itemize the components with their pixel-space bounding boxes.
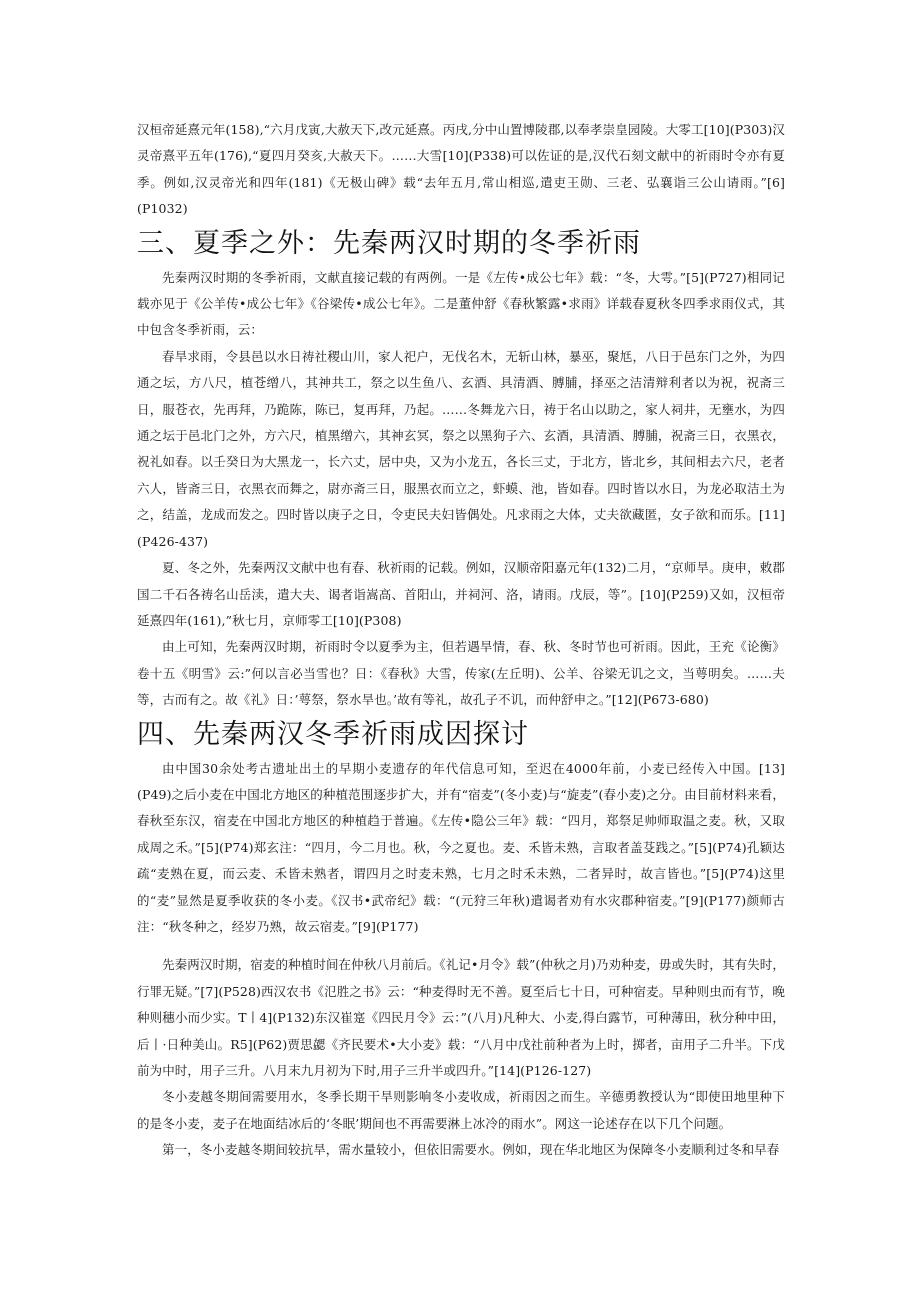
paragraph-han-huandi: 汉桓帝延熹元年(158),“六月戊寅,大赦天下,改元延熹。丙戌,分中山置博陵郡,以奉孝崇皇园陵。大零工[10](P303)汉灵帝熹平五年(176),“夏四月癸亥,大赦天下。……大雪[10](P338)可以佐证的是,汉代石刻文献中的祈雨时令亦有夏季。例如,汉灵帝光和四年(181)《无极山碑》载“去年五月,常山相巡,遣吏王勋、三老、弘襄诣三公山请雨。”[6](P1032) bbox=[137, 122, 785, 217]
section-heading-3: 三、夏季之外：先秦两汉时期的冬季祈雨 bbox=[137, 227, 641, 259]
paragraph-gap bbox=[137, 940, 785, 952]
paragraph-conclusion: 由上可知，先秦两汉时期，祈雨时令以夏季为主，但若遇旱情，春、秋、冬时节也可祈雨。因此，王充《论衡》卷十五《明雪》云:”何以言必当雪也？日：《春秋》大雪，传家(左丘明)、公羊、谷梁无讥之文，当萼明矣。……夫等，古而有之。故《礼》日：’萼祭，祭水旱也。’故有等礼，故孔子不讥，而仲舒申之。”[12](P673-680) bbox=[137, 639, 785, 708]
document-body bbox=[137, 117, 785, 1164]
paragraph-spring-autumn: 夏、冬之外，先秦两汉文献中也有春、秋祈雨的记载。例如，汉顺帝阳嘉元年(132)二月，“京师旱。庚申，敕郡国二千石各祷名山岳渎，遣大夫、谒者诣嵩高、首阳山，并祠河、洛，请雨。戊辰，等”。[10](P259)又如，汉桓帝延熹四年(161),”秋七月，京师零工[10](P308) bbox=[137, 560, 785, 628]
paragraph-first-point: 第一，冬小麦越冬期间较抗旱，需水量较小，但依旧需要水。例如，现在华北地区为保障冬小麦顺利过冬和早春 bbox=[162, 1142, 780, 1158]
paragraph-winter-prayer: 先秦两汉时期的冬季祈雨，文献直接记载的有两例。一是《左传•成公七年》载：“冬，大雩。”[5](P727)相同记载亦见于《公羊传•成公七年》《谷梁传•成公七年》。二是董仲舒《春秋繁露•求雨》详载春夏秋冬四季求雨仪式，其中包含冬季祈雨，云： bbox=[137, 269, 785, 338]
paragraph-wheat-origin: 由中国30余处考古遗址出土的早期小麦遗存的年代信息可知，至迟在4000年前，小麦已经传入中国。[13](P49)之后小麦在中国北方地区的种植范围逐步扩大，并有“宿麦”(冬小麦)与“旋麦”(春小麦)之分。由目前材料来看，春秋至东汉，宿麦在中国北方地区的种植趋于普遍。《左传•隐公三年》载：“四月，郑祭足帅师取温之麦。秋，又取成周之禾。”[5](P74)郑玄注：“四月，今二月也。秋，今之夏也。麦、禾皆未熟，言取者盖芟践之。”[5](P74)孔颖达疏“麦熟在夏，而云麦、禾皆未熟者，谓四月之时麦未熟，七月之时禾未熟，二者异时，故言皆也。”[5](P74)这里的“麦”显然是夏季收获的冬小麦。《汉书•武帝纪》载：“(元狩三年秋)遣谒者劝有水灾郡种宿麦。”[9](P177)颜师古注：“秋冬种之，经岁乃熟，故云宿麦。”[9](P177) bbox=[137, 760, 785, 934]
section-heading-4: 四、先秦两汉冬季祈雨成因探讨 bbox=[137, 718, 529, 750]
paragraph-water-need: 冬小麦越冬期间需要用水，冬季长期干旱则影响冬小麦收成，祈雨因之而生。辛德勇教授认为“即使田地里种下的是冬小麦，麦子在地面结冰后的‘冬眠’期间也不再需要淋上冰冷的雨水”。网这一论述存在以下几个问题。 bbox=[137, 1089, 785, 1131]
block-quote-qiuyu: 春旱求雨，令县邑以水日祷社稷山川，家人祀户，无伐名木，无斩山林，暴巫，聚尪，八日于邑东门之外，为四通之坛，方八尺，植苍缯八，其神共工，祭之以生鱼八、玄酒、具清酒、膊脯，择巫之洁清辩利者以为祝，祝斋三日，服苍衣，先再拜，乃跪陈，陈已，复再拜，乃起。……冬舞龙六日，祷于名山以助之，家人祠井，无壅水，为四通之坛于邑北门之外，方六尺，植黑缯六，其神玄冥，祭之以黑狗子六、玄酒，具清酒、膊脯，祝斋三日，衣黑衣，祝礼如春。以壬癸日为大黑龙一，长六丈，居中央，又为小龙五，各长三丈，于北方，皆北乡，其间相去六尺，老者六人，皆斋三日，衣黑衣而舞之，尉亦斋三日，服黑衣而立之，虾蟆、池，皆如春。四时皆以水日，为龙必取洁土为之，结盖，龙成而发之。四时皆以庚子之日，令吏民夫妇皆偶处。凡求雨之大体，丈夫欲藏匿，女子欲和而乐。[11](P426-437) bbox=[137, 348, 785, 549]
paragraph-sowing-time: 先秦两汉时期，宿麦的种植时间在仲秋八月前后。《礼记•月令》载”(仲秋之月)乃劝种麦，毋或失时，其有失时，行罪无疑。”[7](P528)西汉农书《氾胜之书》云：“种麦得时无不善。夏至后七十日，可种宿麦。早种则虫而有节，晚种则穗小而少实。T丨4](P132)东汉崔寔《四民月令》云：”(八月)凡种大、小麦,得白露节，可种薄田，秋分种中田，后丨·日种美山。R5](P62)贾思勰《齐民要术•大小麦》载：“八月中戊社前种者为上时，掷者，亩用子二升半。下戊前为中时，用子三升。八月末九月初为下时,用子三升半或四升。”[14](P126-127) bbox=[137, 957, 785, 1078]
